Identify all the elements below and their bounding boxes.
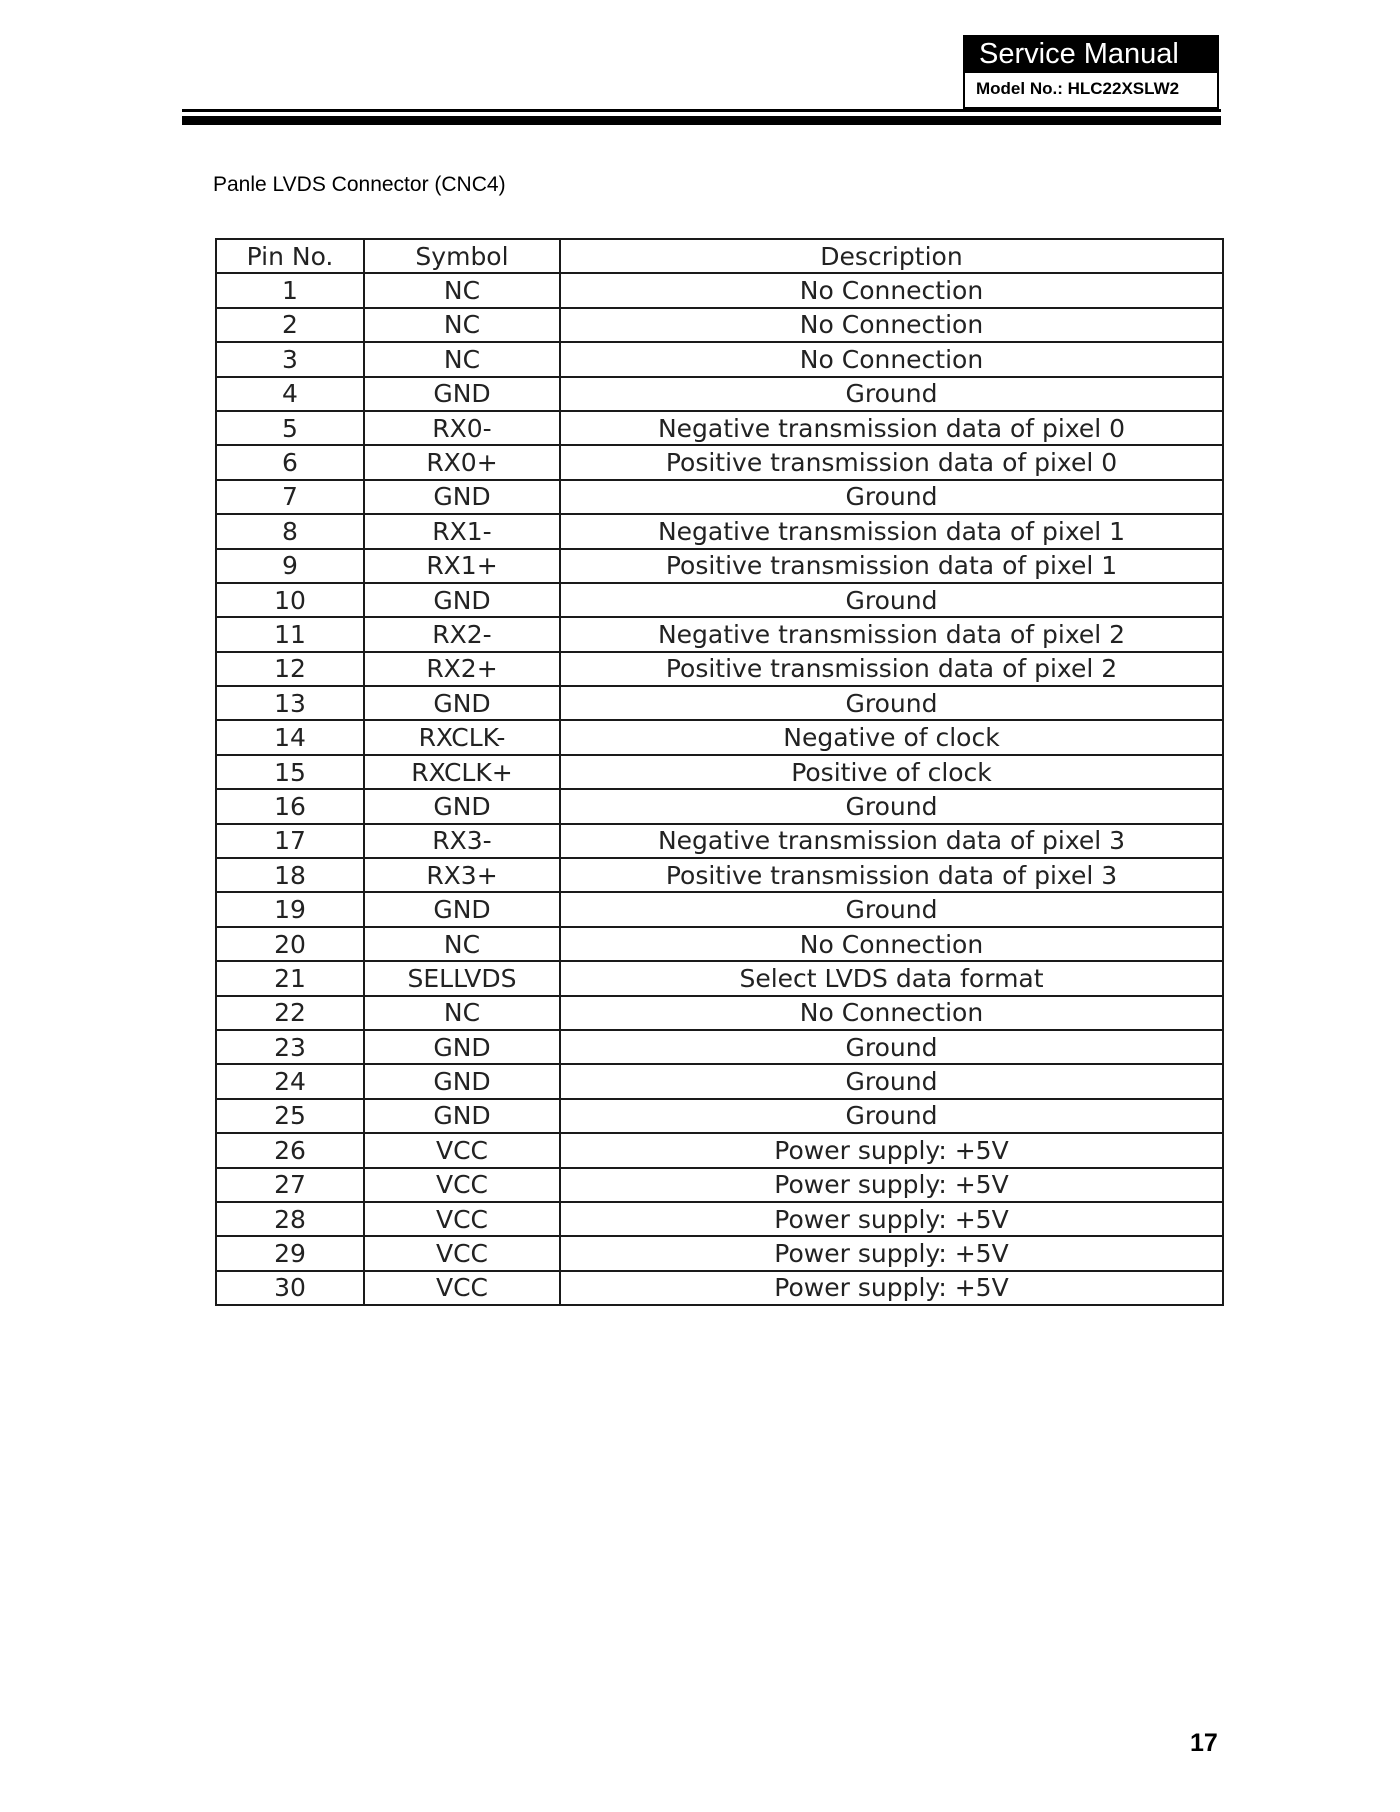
description-cell: Ground bbox=[560, 686, 1223, 720]
symbol-cell: GND bbox=[364, 789, 560, 823]
symbol-cell: RXCLK- bbox=[364, 720, 560, 754]
description-cell: No Connection bbox=[560, 927, 1223, 961]
pin-cell: 20 bbox=[216, 927, 364, 961]
symbol-cell: RX0+ bbox=[364, 445, 560, 479]
description-cell: Negative of clock bbox=[560, 720, 1223, 754]
symbol-cell: NC bbox=[364, 273, 560, 307]
symbol-cell: RXCLK+ bbox=[364, 755, 560, 789]
symbol-cell: RX3- bbox=[364, 824, 560, 858]
description-cell: Ground bbox=[560, 892, 1223, 926]
table-row bbox=[216, 1202, 1223, 1236]
description-cell: Positive of clock bbox=[560, 755, 1223, 789]
pin-cell: 27 bbox=[216, 1168, 364, 1202]
pin-cell: 7 bbox=[216, 480, 364, 514]
description-cell: Negative transmission data of pixel 0 bbox=[560, 411, 1223, 445]
pin-cell: 28 bbox=[216, 1202, 364, 1236]
table-row bbox=[216, 1271, 1223, 1305]
table-row bbox=[216, 892, 1223, 926]
description-cell: Negative transmission data of pixel 1 bbox=[560, 514, 1223, 548]
table-row bbox=[216, 927, 1223, 961]
table-row bbox=[216, 342, 1223, 376]
pin-cell: 15 bbox=[216, 755, 364, 789]
column-header-symbol: Symbol bbox=[364, 239, 560, 273]
description-cell: Ground bbox=[560, 789, 1223, 823]
description-cell: Positive transmission data of pixel 1 bbox=[560, 549, 1223, 583]
symbol-cell: VCC bbox=[364, 1271, 560, 1305]
description-cell: Power supply: +5V bbox=[560, 1168, 1223, 1202]
column-header-pin: Pin No. bbox=[216, 239, 364, 273]
symbol-cell: GND bbox=[364, 1064, 560, 1098]
symbol-cell: VCC bbox=[364, 1202, 560, 1236]
pin-cell: 2 bbox=[216, 308, 364, 342]
description-cell: Power supply: +5V bbox=[560, 1236, 1223, 1270]
symbol-cell: GND bbox=[364, 480, 560, 514]
pin-cell: 18 bbox=[216, 858, 364, 892]
table-row bbox=[216, 720, 1223, 754]
symbol-cell: GND bbox=[364, 377, 560, 411]
table-row bbox=[216, 308, 1223, 342]
table-row bbox=[216, 824, 1223, 858]
pin-cell: 24 bbox=[216, 1064, 364, 1098]
description-cell: No Connection bbox=[560, 308, 1223, 342]
pin-cell: 21 bbox=[216, 961, 364, 995]
table-row bbox=[216, 1030, 1223, 1064]
symbol-cell: NC bbox=[364, 342, 560, 376]
pin-cell: 26 bbox=[216, 1133, 364, 1167]
pin-cell: 8 bbox=[216, 514, 364, 548]
description-cell: Negative transmission data of pixel 2 bbox=[560, 617, 1223, 651]
pin-cell: 5 bbox=[216, 411, 364, 445]
symbol-cell: GND bbox=[364, 686, 560, 720]
symbol-cell: VCC bbox=[364, 1236, 560, 1270]
table-row bbox=[216, 445, 1223, 479]
header-rule-thin bbox=[182, 109, 1221, 112]
symbol-cell: RX0- bbox=[364, 411, 560, 445]
description-cell: Positive transmission data of pixel 0 bbox=[560, 445, 1223, 479]
symbol-cell: RX3+ bbox=[364, 858, 560, 892]
pin-table-body bbox=[216, 273, 1223, 1305]
pin-cell: 17 bbox=[216, 824, 364, 858]
pin-cell: 25 bbox=[216, 1099, 364, 1133]
table-row bbox=[216, 1236, 1223, 1270]
description-cell: Power supply: +5V bbox=[560, 1133, 1223, 1167]
table-row bbox=[216, 583, 1223, 617]
description-cell: No Connection bbox=[560, 996, 1223, 1030]
pin-cell: 1 bbox=[216, 273, 364, 307]
table-row bbox=[216, 617, 1223, 651]
description-cell: Negative transmission data of pixel 3 bbox=[560, 824, 1223, 858]
page-number: 17 bbox=[1190, 1729, 1218, 1757]
description-cell: Power supply: +5V bbox=[560, 1271, 1223, 1305]
description-cell: Ground bbox=[560, 1064, 1223, 1098]
symbol-cell: GND bbox=[364, 1099, 560, 1133]
table-row bbox=[216, 411, 1223, 445]
pin-cell: 29 bbox=[216, 1236, 364, 1270]
header-title: Service Manual bbox=[963, 35, 1219, 73]
table-row bbox=[216, 755, 1223, 789]
pin-cell: 30 bbox=[216, 1271, 364, 1305]
symbol-cell: RX1- bbox=[364, 514, 560, 548]
table-row bbox=[216, 961, 1223, 995]
pin-cell: 16 bbox=[216, 789, 364, 823]
table-row bbox=[216, 273, 1223, 307]
pin-cell: 14 bbox=[216, 720, 364, 754]
symbol-cell: RX2- bbox=[364, 617, 560, 651]
description-cell: Ground bbox=[560, 1030, 1223, 1064]
table-row bbox=[216, 1064, 1223, 1098]
description-cell: Positive transmission data of pixel 2 bbox=[560, 652, 1223, 686]
symbol-cell: GND bbox=[364, 1030, 560, 1064]
table-row bbox=[216, 996, 1223, 1030]
pin-cell: 4 bbox=[216, 377, 364, 411]
symbol-cell: RX1+ bbox=[364, 549, 560, 583]
table-row bbox=[216, 789, 1223, 823]
table-row bbox=[216, 858, 1223, 892]
pin-cell: 23 bbox=[216, 1030, 364, 1064]
pin-cell: 19 bbox=[216, 892, 364, 926]
description-cell: Positive transmission data of pixel 3 bbox=[560, 858, 1223, 892]
pin-cell: 12 bbox=[216, 652, 364, 686]
pin-cell: 13 bbox=[216, 686, 364, 720]
description-cell: Ground bbox=[560, 583, 1223, 617]
description-cell: Power supply: +5V bbox=[560, 1202, 1223, 1236]
description-cell: Ground bbox=[560, 1099, 1223, 1133]
description-cell: No Connection bbox=[560, 273, 1223, 307]
table-row bbox=[216, 514, 1223, 548]
pin-cell: 22 bbox=[216, 996, 364, 1030]
pin-cell: 10 bbox=[216, 583, 364, 617]
header-badge bbox=[963, 35, 1219, 109]
table-row bbox=[216, 549, 1223, 583]
symbol-cell: NC bbox=[364, 996, 560, 1030]
symbol-cell: GND bbox=[364, 892, 560, 926]
symbol-cell: NC bbox=[364, 927, 560, 961]
symbol-cell: VCC bbox=[364, 1168, 560, 1202]
symbol-cell: NC bbox=[364, 308, 560, 342]
table-row bbox=[216, 686, 1223, 720]
table-row bbox=[216, 1133, 1223, 1167]
description-cell: Select LVDS data format bbox=[560, 961, 1223, 995]
pin-cell: 6 bbox=[216, 445, 364, 479]
pin-cell: 3 bbox=[216, 342, 364, 376]
description-cell: No Connection bbox=[560, 342, 1223, 376]
pin-table bbox=[215, 238, 1224, 1306]
table-row bbox=[216, 1168, 1223, 1202]
header-rule-thick bbox=[182, 116, 1221, 125]
table-row bbox=[216, 652, 1223, 686]
table-row bbox=[216, 480, 1223, 514]
table-row bbox=[216, 1099, 1223, 1133]
header-model-number: Model No.: HLC22XSLW2 bbox=[963, 73, 1219, 109]
pin-cell: 11 bbox=[216, 617, 364, 651]
symbol-cell: GND bbox=[364, 583, 560, 617]
column-header-description: Description bbox=[560, 239, 1223, 273]
table-header-row bbox=[216, 239, 1223, 273]
table-row bbox=[216, 377, 1223, 411]
section-title: Panle LVDS Connector (CNC4) bbox=[213, 173, 506, 196]
symbol-cell: VCC bbox=[364, 1133, 560, 1167]
pin-cell: 9 bbox=[216, 549, 364, 583]
description-cell: Ground bbox=[560, 377, 1223, 411]
symbol-cell: SELLVDS bbox=[364, 961, 560, 995]
symbol-cell: RX2+ bbox=[364, 652, 560, 686]
description-cell: Ground bbox=[560, 480, 1223, 514]
